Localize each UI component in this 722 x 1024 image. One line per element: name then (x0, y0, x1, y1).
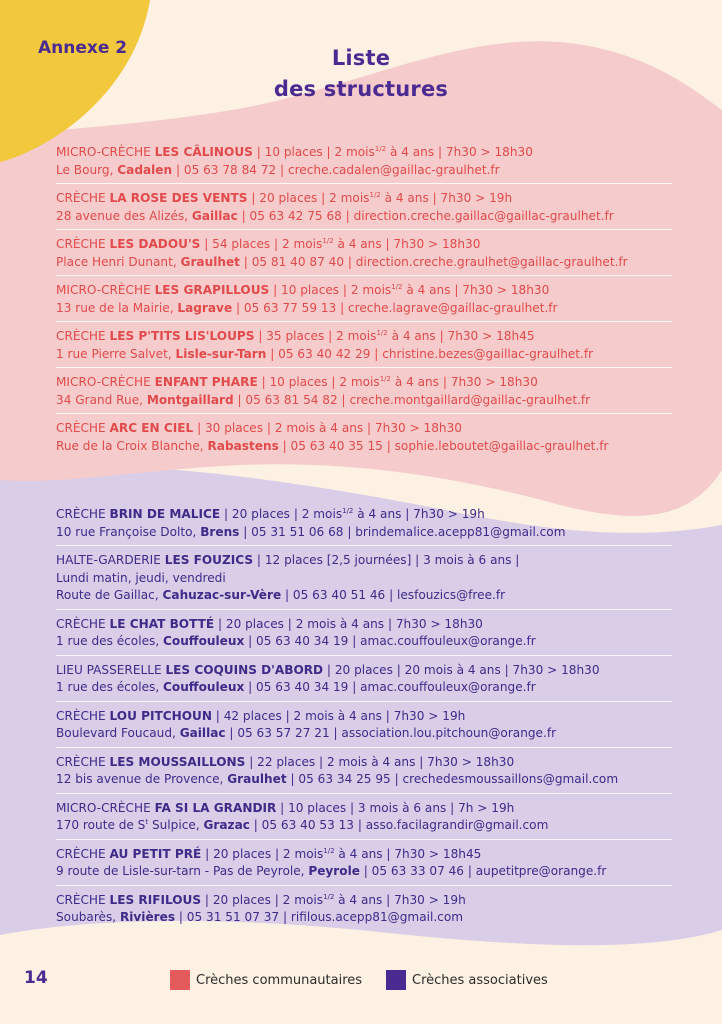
structure-details: | 20 places | 20 mois à 4 ans | 7h30 > 18h30 (323, 662, 600, 677)
structure-address-line (56, 300, 672, 318)
structure-address-line (56, 863, 672, 881)
structure-address: 1 rue Pierre Salvet, (56, 346, 176, 361)
structure-name: LE CHAT BOTTÉ (109, 616, 215, 631)
structure-name: LES MOUSSAILLONS (109, 754, 246, 769)
structure-address: Boulevard Foucaud, (56, 726, 180, 740)
structure-address-line (56, 524, 672, 542)
structure-address: Place Henri Dunant, (56, 254, 181, 269)
structure-type: MICRO-CRÈCHE (56, 375, 155, 389)
structure-name: LES COQUINS D'ABORD (165, 662, 324, 677)
structure-info-line (56, 328, 672, 346)
structure-address-cont: Sulpice, (148, 818, 204, 832)
structure-town: Brens (200, 524, 240, 539)
legend-label-associatives: Crèches associatives (412, 972, 548, 988)
structure-details-cont: à 4 ans | 7h30 > 18h30 (402, 283, 550, 297)
structure-town: Peyrole (308, 864, 360, 878)
structure-contact: | 05 63 81 54 82 | creche.montgaillard@gaillac-graulhet.fr (233, 392, 591, 407)
structure-address-line (56, 346, 672, 364)
structure-info-line (56, 708, 672, 726)
communautaires-list (56, 144, 672, 465)
structure-address: 12 bis avenue de Provence, (56, 772, 228, 786)
structure-details: | 10 places | 2 mois (269, 283, 392, 297)
structure-name: FA SI LA GRANDIR (154, 800, 277, 815)
structure-details: | 30 places | 2 mois à 4 ans | 7h30 > 18h30 (193, 421, 462, 435)
legend-swatch-associatives (386, 970, 406, 990)
structure-type: CRÈCHE (56, 507, 110, 521)
structure-fraction: 1/2 (323, 846, 335, 855)
structure-details-cont: à 4 ans | 7h30 > 18h45 (387, 329, 535, 343)
structure-contact: | 05 63 34 25 95 | crechedesmoussaillons@gmail.com (286, 772, 619, 786)
associatives-list (56, 506, 672, 937)
structure-details-cont: à 4 ans | 7h30 > 19h (334, 892, 466, 907)
page-title-line1: Liste (331, 46, 391, 70)
legend-swatch-communautaires (170, 970, 190, 990)
structure-type: CRÈCHE (56, 708, 110, 723)
structure-town: Graulhet (180, 254, 240, 269)
structure-name: LOU PITCHOUN (109, 708, 212, 723)
structure-address: 28 avenue des Alizés, (56, 208, 192, 223)
structure-entry (56, 552, 672, 610)
structure-info-line (56, 800, 672, 818)
legend-label-communautaires: Crèches communautaires (196, 972, 363, 988)
page-number: 14 (24, 968, 48, 988)
structure-town: Montgaillard (146, 392, 234, 407)
structure-info-line (56, 506, 672, 524)
structure-entry (56, 236, 672, 276)
structure-address: 34 Grand Rue, (56, 392, 147, 407)
structure-entry (56, 374, 672, 414)
structure-type: MICRO-CRÈCHE (56, 800, 155, 815)
structure-info-line (56, 236, 672, 254)
structure-contact: | 05 63 40 35 15 | sophie.leboutet@gaillac-graulhet.fr (278, 438, 609, 453)
structure-entry (56, 708, 672, 748)
structure-type: CRÈCHE (56, 754, 110, 769)
structure-type: CRÈCHE (56, 237, 110, 251)
structure-address: Route de Gaillac, (56, 588, 163, 602)
structure-info-line (56, 754, 672, 772)
structure-entry (56, 892, 672, 931)
structure-town: Cadalen (117, 162, 173, 177)
structure-type: CRÈCHE (56, 846, 110, 861)
structure-type: CRÈCHE (56, 616, 110, 631)
structure-details: | 20 places | 2 mois (201, 846, 324, 861)
structure-type: MICRO-CRÈCHE (56, 283, 155, 297)
structure-info-line (56, 282, 672, 300)
structure-contact: | 05 81 40 87 40 | direction.creche.graulhet@gaillac-graulhet.fr (239, 254, 628, 269)
structure-details: | 42 places | 2 mois à 4 ans | 7h30 > 19h (211, 708, 466, 723)
structure-address-line (56, 162, 672, 180)
structure-contact: | 05 31 51 07 37 | rifilous.acepp81@gmail.com (175, 910, 463, 924)
structure-fraction: 1/2 (322, 236, 334, 245)
structure-contact: | 05 63 40 51 46 | lesfouzics@free.fr (281, 588, 506, 602)
structure-address-line (56, 208, 672, 226)
structure-details-cont: à 4 ans | 7h30 > 18h30 (386, 145, 533, 159)
page-title-line2: des structures (273, 77, 449, 101)
structure-address-line (56, 725, 672, 743)
structure-name: ENFANT PHARE (154, 375, 258, 389)
structure-info-line (56, 892, 672, 910)
structure-name: LES RIFILOUS (109, 892, 202, 907)
structure-details-cont: à 4 ans | 7h30 > 18h30 (333, 237, 481, 251)
structure-address: Le Bourg, (56, 162, 118, 177)
structure-town: Rivières (119, 910, 176, 924)
structure-fraction: 1/2 (369, 190, 381, 199)
structure-town: Grazac (203, 818, 250, 832)
structure-info-line (56, 420, 672, 438)
structure-address-line (56, 771, 672, 789)
structure-town: Cahuzac-sur-Vère (162, 588, 282, 602)
structure-type: CRÈCHE (56, 191, 110, 205)
structure-address: Soubarès, (56, 910, 120, 924)
structure-contact: | 05 31 51 06 68 | brindemalice.acepp81@gmail.com (239, 524, 566, 539)
structure-details: | 20 places | 2 mois (220, 507, 343, 521)
structure-fraction: 1/2 (376, 328, 388, 337)
structure-address-sup: t (145, 817, 149, 826)
structure-type: HALTE-GARDERIE (56, 553, 165, 567)
structure-type: LIEU PASSERELLE (56, 662, 166, 677)
structure-schedule: Lundi matin, jeudi, vendredi (56, 570, 226, 585)
structure-town: Lisle-sur-Tarn (175, 346, 267, 361)
structure-type: CRÈCHE (56, 329, 110, 343)
structure-info-line (56, 616, 672, 634)
structure-contact: | 05 63 40 42 29 | christine.bezes@gaillac-graulhet.fr (266, 346, 594, 361)
structure-type: CRÈCHE (56, 421, 110, 435)
structure-address-line (56, 254, 672, 272)
structure-entry (56, 800, 672, 840)
structure-address-line (56, 909, 672, 927)
structure-name: LA ROSE DES VENTS (109, 191, 248, 205)
structure-name: LES FOUZICS (164, 553, 254, 567)
structure-details-cont: à 4 ans | 7h30 > 19h (380, 191, 513, 205)
structure-details: | 20 places | 2 mois à 4 ans | 7h30 > 18h30 (214, 616, 483, 631)
structure-details-cont: à 4 ans | 7h30 > 18h30 (390, 375, 538, 389)
legend-associatives (386, 970, 548, 990)
structure-address: 9 route de Lisle-sur-tarn - Pas de Peyrole, (56, 864, 309, 878)
structure-details: | 20 places | 2 mois (247, 191, 370, 205)
structure-town: Couffouleux (163, 680, 245, 694)
structure-address-line (56, 438, 672, 456)
structure-entry (56, 282, 672, 322)
structure-address: 1 rue des écoles, (56, 634, 164, 648)
structure-details: | 54 places | 2 mois (200, 237, 323, 251)
structure-details: | 20 places | 2 mois (201, 892, 324, 907)
structure-town: Rabastens (207, 438, 279, 453)
structure-address-line (56, 633, 672, 651)
structure-fraction: 1/2 (342, 506, 354, 515)
structure-fraction: 1/2 (323, 892, 335, 901)
structure-type: CRÈCHE (56, 892, 110, 907)
structure-type: MICRO-CRÈCHE (56, 145, 155, 159)
structure-name: ARC EN CIEL (109, 421, 194, 435)
structure-details-cont: à 4 ans | 7h30 > 18h45 (334, 846, 482, 861)
structure-address-line (56, 817, 672, 835)
structure-contact: | 05 63 33 07 46 | aupetitpre@orange.fr (359, 864, 607, 878)
structure-entry (56, 144, 672, 184)
structure-address-line (56, 392, 672, 410)
structure-address: 170 route de S (56, 818, 146, 832)
structure-details: | 10 places | 2 mois (257, 375, 380, 389)
annexe-label: Annexe 2 (38, 38, 128, 58)
structure-address: 10 rue Françoise Dolto, (56, 524, 201, 539)
structure-contact: | 05 63 40 53 13 | asso.facilagrandir@gmail.com (249, 818, 549, 832)
structure-name: LES CÂLINOUS (154, 145, 253, 159)
structure-contact: | 05 63 40 34 19 | amac.couffouleux@orange.fr (244, 680, 536, 694)
structure-contact: | 05 63 77 59 13 | creche.lagrave@gaillac-graulhet.fr (232, 300, 558, 315)
structure-info-line (56, 374, 672, 392)
structure-details: | 22 places | 2 mois à 4 ans | 7h30 > 18h30 (245, 754, 515, 769)
structure-details: | 10 places | 3 mois à 6 ans | 7h > 19h (276, 800, 515, 815)
structure-info-line (56, 190, 672, 208)
structure-name: LES DADOU'S (109, 237, 201, 251)
structure-town: Couffouleux (163, 634, 245, 648)
structure-contact: | 05 63 42 75 68 | direction.creche.gaillac@gaillac-graulhet.fr (237, 208, 614, 223)
structure-fraction: 1/2 (374, 144, 387, 153)
structure-entry (56, 616, 672, 656)
structure-fraction: 1/2 (379, 374, 391, 383)
structure-fraction: 1/2 (391, 282, 403, 291)
structure-contact: | 05 63 57 27 21 | association.lou.pitchoun@orange.fr (225, 726, 557, 740)
structure-address: Rue de la Croix Blanche, (56, 438, 208, 453)
structure-entry (56, 328, 672, 368)
structure-town: Graulhet (227, 772, 287, 786)
structure-info-line (56, 144, 672, 162)
structure-town: Lagrave (177, 300, 233, 315)
structure-entry (56, 754, 672, 794)
structure-address-line (56, 587, 672, 605)
structure-town: Gaillac (179, 726, 226, 740)
structure-info-line (56, 662, 672, 680)
structure-address-line (56, 679, 672, 697)
structure-info-line (56, 552, 672, 570)
structure-entry (56, 190, 672, 230)
structure-details: | 10 places | 2 mois (252, 145, 375, 159)
structure-address: 13 rue de la Mairie, (56, 300, 178, 315)
structure-contact: | 05 63 40 34 19 | amac.couffouleux@orange.fr (244, 634, 536, 648)
structure-contact: | 05 63 78 84 72 | creche.cadalen@gaillac-graulhet.fr (172, 162, 500, 177)
structure-name: LES P'TITS LIS'LOUPS (109, 329, 255, 343)
structure-entry (56, 420, 672, 459)
structure-name: BRIN DE MALICE (109, 507, 221, 521)
structure-town: Gaillac (191, 208, 238, 223)
structure-address: 1 rue des écoles, (56, 680, 164, 694)
structure-details-cont: à 4 ans | 7h30 > 19h (353, 507, 485, 521)
structure-details: | 12 places [2,5 journées] | 3 mois à 6 ans | (253, 553, 520, 567)
structure-name: AU PETIT PRÉ (109, 846, 202, 861)
structure-entry (56, 506, 672, 546)
structure-info-line (56, 846, 672, 864)
structure-details: | 35 places | 2 mois (254, 329, 377, 343)
structure-entry (56, 662, 672, 702)
legend-communautaires (170, 970, 362, 990)
structure-entry (56, 846, 672, 886)
structure-name: LES GRAPILLOUS (154, 283, 270, 297)
